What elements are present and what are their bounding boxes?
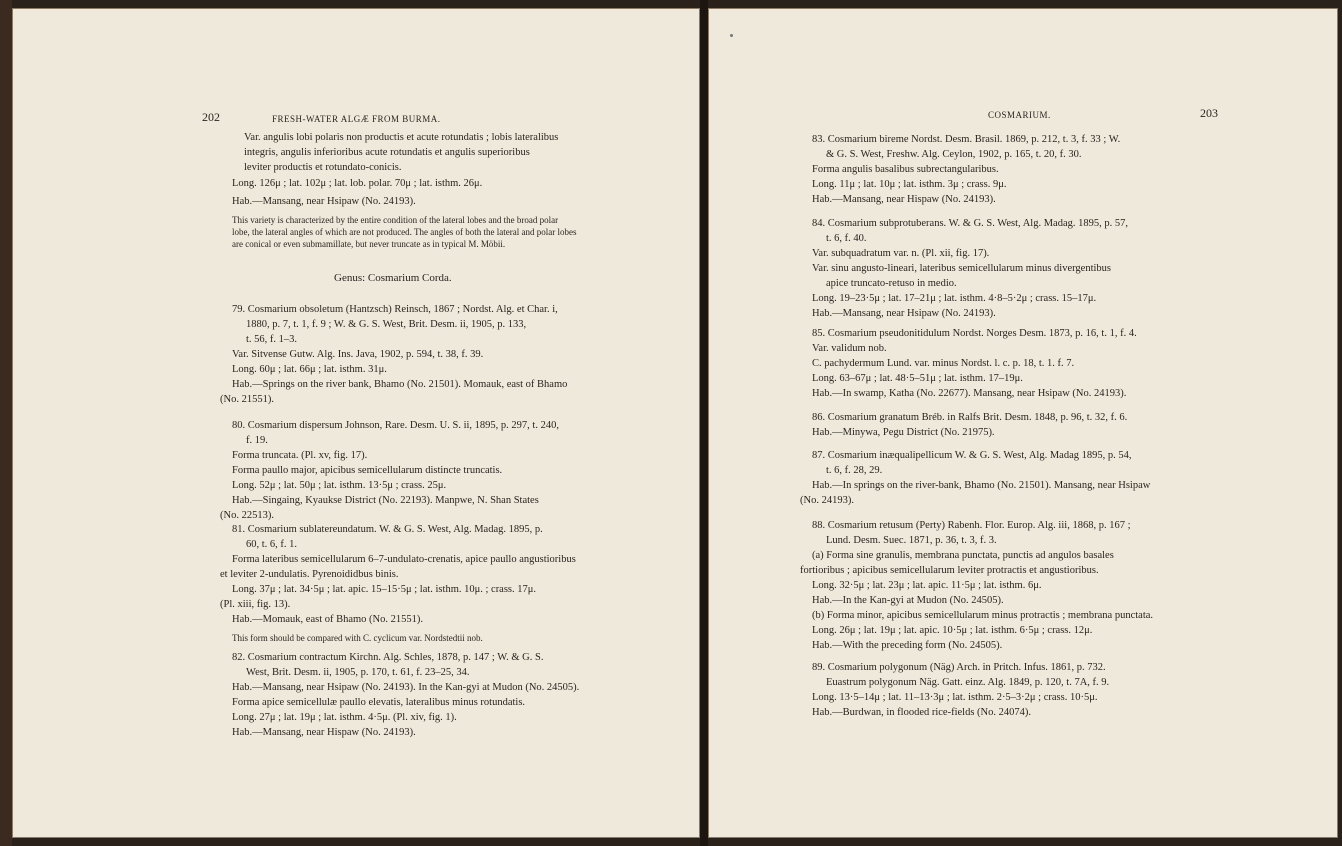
text-line: Hab.—Mansang, near Hsipaw (No. 24193).	[232, 196, 416, 207]
text-line: Hab.—In the Kan-gyi at Mudon (No. 24505).	[812, 595, 1004, 606]
text-line: t. 6, f. 40.	[826, 233, 867, 244]
text-line: Lund. Desm. Suec. 1871, p. 36, t. 3, f. 3.	[826, 535, 997, 546]
text-line: 84. Cosmarium subprotuberans. W. & G. S. West, Alg. Madag. 1895, p. 57,	[812, 218, 1128, 229]
text-line: f. 19.	[246, 435, 268, 446]
text-line: 81. Cosmarium sublatereundatum. W. & G. S. West, Alg. Madag. 1895, p.	[232, 524, 543, 535]
text-line: Hab.—Springs on the river bank, Bhamo (No. 21501). Momauk, east of Bhamo	[232, 379, 568, 390]
text-line: Long. 19–23·5μ ; lat. 17–21μ ; lat. isthm. 4·8–5·2μ ; crass. 15–17μ.	[812, 293, 1097, 304]
text-line: Forma apice semicellulæ paullo elevatis, lateralibus minus rotundatis.	[232, 697, 526, 708]
text-line: Long. 63–67μ ; lat. 48·5–51μ ; lat. isthm. 17–19μ.	[812, 373, 1023, 384]
text-line: Var. sinu angusto-lineari, lateribus semicellularum minus divergentibus	[812, 263, 1111, 274]
text-line: 1880, p. 7, t. 1, f. 9 ; W. & G. S. West, Brit. Desm. ii, 1905, p. 133,	[246, 319, 527, 330]
text-line: Hab.—Burdwan, in flooded rice-fields (No. 24074).	[812, 707, 1031, 718]
text-line: Hab.—In swamp, Katha (No. 22677). Mansang, near Hsipaw (No. 24193).	[812, 388, 1127, 399]
entry-85	[812, 326, 1232, 401]
text-line: (No. 21551).	[220, 394, 274, 405]
text-line: Hab.—Mansang, near Hsipaw (No. 24193). In the Kan-gyi at Mudon (No. 24505).	[232, 682, 580, 693]
measurements	[232, 176, 482, 191]
text-line: & G. S. West, Freshw. Alg. Ceylon, 1902, p. 165, t. 20, f. 30.	[826, 149, 1082, 160]
text-line: Long. 11μ ; lat. 10μ ; lat. isthm. 3μ ; crass. 9μ.	[812, 179, 1007, 190]
text-line: Hab.—Mansang, near Hsipaw (No. 24193).	[812, 308, 996, 319]
text-line: 87. Cosmarium inæqualipellicum W. & G. S. West, Alg. Madag 1895, p. 54,	[812, 450, 1132, 461]
text-line: Var. subquadratum var. n. (Pl. xii, fig. 17).	[812, 248, 990, 259]
text-line: Long. 60μ ; lat. 66μ ; lat. isthm. 31μ.	[232, 364, 387, 375]
text-line: Hab.—With the preceding form (No. 24505).	[812, 640, 1003, 651]
text-line: West, Brit. Desm. ii, 1905, p. 170, t. 61, f. 23–25, 34.	[246, 667, 470, 678]
text-line: Hab.—Minywa, Pegu District (No. 21975).	[812, 427, 995, 438]
text-line: (a) Forma sine granulis, membrana punctata, punctis ad angulos basales	[812, 550, 1114, 561]
text-line: Euastrum polygonum Näg. Gatt. einz. Alg. 1849, p. 120, t. 7A, f. 9.	[826, 677, 1110, 688]
text-line: 89. Cosmarium polygonum (Näg) Arch. in Pritch. Infus. 1861, p. 732.	[812, 662, 1106, 673]
text-line: Long. 13·5–14μ ; lat. 11–13·3μ ; lat. isthm. 2·5–3·2μ ; crass. 10·5μ.	[812, 692, 1098, 703]
text-line: et leviter 2-undulatis. Pyrenoididbus binis.	[220, 569, 399, 580]
text-line: Var. validum nob.	[812, 343, 887, 354]
right-page	[708, 8, 1338, 838]
text-line: integris, angulis inferioribus acute rotundatis et angulis superioribus	[244, 147, 530, 158]
text-line: Var. angulis lobi polaris non productis et acute rotundatis ; lobis lateralibus	[244, 132, 559, 143]
gutter	[700, 0, 708, 846]
text-line: apice truncato-retuso in medio.	[826, 278, 957, 289]
running-head: COSMARIUM.	[988, 110, 1051, 120]
text-line: (Pl. xiii, fig. 13).	[220, 599, 291, 610]
text-line: Long. 27μ ; lat. 19μ ; lat. isthm. 4·5μ. (Pl. xiv, fig. 1).	[232, 712, 457, 723]
entry-81	[220, 522, 672, 627]
entry-79	[220, 302, 672, 407]
text-line: Forma paullo major, apicibus semicellularum distincte truncatis.	[232, 465, 503, 476]
entry-80	[220, 418, 672, 523]
text-line: lobe, the lateral angles of which are not produced. The angles of both the lateral and polar lobes	[232, 227, 577, 237]
entry-82	[232, 650, 672, 740]
text-line: Forma lateribus semicellularum 6–7-undulato-crenatis, apice paullo angustioribus	[232, 554, 576, 565]
text-line: Long. 32·5μ ; lat. 23μ ; lat. apic. 11·5μ ; lat. isthm. 6μ.	[812, 580, 1042, 591]
text-line: This form should be compared with C. cyclicum var. Nordstedtii nob.	[232, 633, 483, 643]
speck	[730, 34, 733, 37]
text-line: C. pachydermum Lund. var. minus Nordst. l. c. p. 18, t. 1. f. 7.	[812, 358, 1075, 369]
habitat	[232, 194, 416, 209]
text-line: 88. Cosmarium retusum (Perty) Rabenh. Flor. Europ. Alg. iii, 1868, p. 167 ;	[812, 520, 1131, 531]
genus-heading: Genus: Cosmarium Corda.	[334, 272, 452, 284]
text-line: are conical or even submamillate, but never truncate as in typical M. Möbii.	[232, 239, 506, 249]
text-line: Hab.—Momauk, east of Bhamo (No. 21551).	[232, 614, 424, 625]
text-line: Var. Sitvense Gutw. Alg. Ins. Java, 1902, p. 594, t. 38, f. 39.	[232, 349, 484, 360]
entry-89	[812, 660, 1232, 720]
text-line: Hab.—Mansang, near Hispaw (No. 24193).	[812, 194, 996, 205]
text-line: 80. Cosmarium dispersum Johnson, Rare. Desm. U. S. ii, 1895, p. 297, t. 240,	[232, 420, 559, 431]
text-line: t. 6, f. 28, 29.	[826, 465, 883, 476]
page-number: 202	[202, 110, 220, 124]
page-number: 203	[1200, 106, 1218, 120]
entry-84	[812, 216, 1232, 321]
running-head: FRESH-WATER ALGÆ FROM BURMA.	[272, 114, 441, 124]
text-line: fortioribus ; apicibus semicellularum leviter protractis et angustioribus.	[800, 565, 1099, 576]
text-line: (No. 24193).	[800, 495, 854, 506]
text-line: Long. 52μ ; lat. 50μ ; lat. isthm. 13·5μ ; crass. 25μ.	[232, 480, 447, 491]
text-line: (b) Forma minor, apicibus semicellularum minus protractis ; membrana punctata.	[812, 610, 1154, 621]
text-line: 83. Cosmarium bireme Nordst. Desm. Brasil. 1869, p. 212, t. 3, f. 33 ; W.	[812, 134, 1121, 145]
text-line: Long. 37μ ; lat. 34·5μ ; lat. apic. 15–15·5μ ; lat. isthm. 10μ. ; crass. 17μ.	[232, 584, 537, 595]
entry-86	[812, 410, 1232, 440]
note	[232, 214, 662, 250]
text-line: Hab.—Singaing, Kyaukse District (No. 22193). Manpwe, N. Shan States	[232, 495, 539, 506]
text-line: t. 56, f. 1–3.	[246, 334, 298, 345]
book-edge	[0, 0, 12, 846]
text-line: Forma truncata. (Pl. xv, fig. 17).	[232, 450, 368, 461]
entry-88	[800, 518, 1232, 653]
text-line: Long. 26μ ; lat. 19μ ; lat. apic. 10·5μ ; lat. isthm. 6·5μ ; crass. 12μ.	[812, 625, 1093, 636]
text-line: Forma angulis basalibus subrectangularibus.	[812, 164, 999, 175]
text-line: 79. Cosmarium obsoletum (Hantzsch) Reinsch, 1867 ; Nordst. Alg. et Char. i,	[232, 304, 558, 315]
text-line: Hab.—Mansang, near Hispaw (No. 24193).	[232, 727, 416, 738]
text-line: 85. Cosmarium pseudonitidulum Nordst. Norges Desm. 1873, p. 16, t. 1, f. 4.	[812, 328, 1137, 339]
entry-87	[800, 448, 1232, 508]
text-line: Hab.—In springs on the river-bank, Bhamo (No. 21501). Mansang, near Hsipaw	[812, 480, 1151, 491]
text-line: (No. 22513).	[220, 510, 274, 521]
text-line: leviter productis et rotundato-conicis.	[244, 162, 402, 173]
text-line: 60, t. 6, f. 1.	[246, 539, 298, 550]
text-line: 82. Cosmarium contractum Kirchn. Alg. Schles, 1878, p. 147 ; W. & G. S.	[232, 652, 544, 663]
text-line: Long. 126μ ; lat. 102μ ; lat. lob. polar. 70μ ; lat. isthm. 26μ.	[232, 178, 483, 189]
text-line: 86. Cosmarium granatum Bréb. in Ralfs Brit. Desm. 1848, p. 96, t. 32, f. 6.	[812, 412, 1128, 423]
entry-var-text	[244, 130, 664, 175]
left-page	[12, 8, 700, 838]
text-line: This variety is characterized by the entire condition of the lateral lobes and the broad polar	[232, 215, 559, 225]
note	[232, 632, 483, 644]
entry-83	[812, 132, 1232, 207]
